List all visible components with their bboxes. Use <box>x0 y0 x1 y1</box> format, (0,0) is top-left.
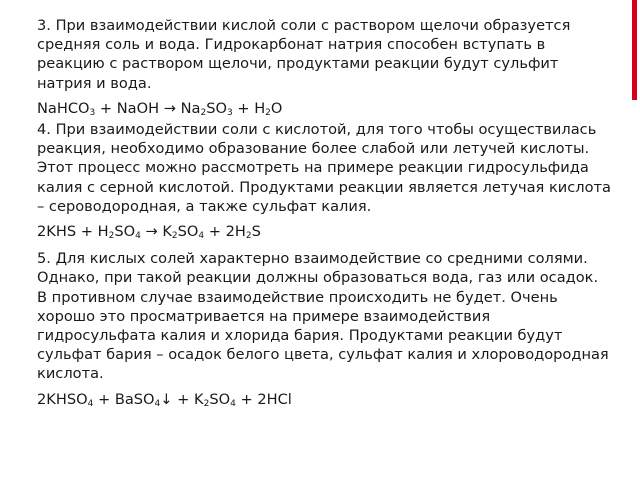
accent-bar <box>632 0 640 480</box>
paragraph-4: 4. При взаимодействии соли с кислотой, для того чтобы осуществилась реакция, необходимо образование более слабой или летучей кислоты. Этот процесс можно рассмотреть на примере реакции гидросульфида калия с серной кислотой. Продуктами реакции является летучая кислота – сероводородная, а также сульфат калия. <box>37 121 611 215</box>
equation-1: NaHCO$_3$ + NaOH → $Na_2SO_3 + H_2O$ <box>37 99 283 118</box>
accent-bar-red <box>632 0 637 100</box>
slide-content <box>37 16 612 411</box>
paragraph-5: 5. Для кислых солей характерно взаимодействие со средними солями. Однако, при такой реакции должны образоваться вода, газ или осадок. В противном случае взаимодействие происходить не будет. Очень хорошо это просматривается на примере взаимодействия гидросульфата калия и хлорида бария. Продуктами реакции будут сульфат бария – осадок белого цвета, сульфат калия и хлороводородная кислота. <box>37 250 609 383</box>
equation-3: $2KHSO_4$ + BaSO$_4$↓ + $K_2SO_4 + 2HCl$ <box>37 390 292 409</box>
equation-2: $2KHS + H_2SO_4 \to K_2SO_4 + 2H_2S$ <box>37 223 261 242</box>
paragraph-3: 3. При взаимодействии кислой соли с раствором щелочи образуется средняя соль и вода. Гидрокарбонат натрия способен вступать в реакцию с раствором щелочи, продуктами реакции будут сульфит натрия и вода. <box>37 17 571 92</box>
